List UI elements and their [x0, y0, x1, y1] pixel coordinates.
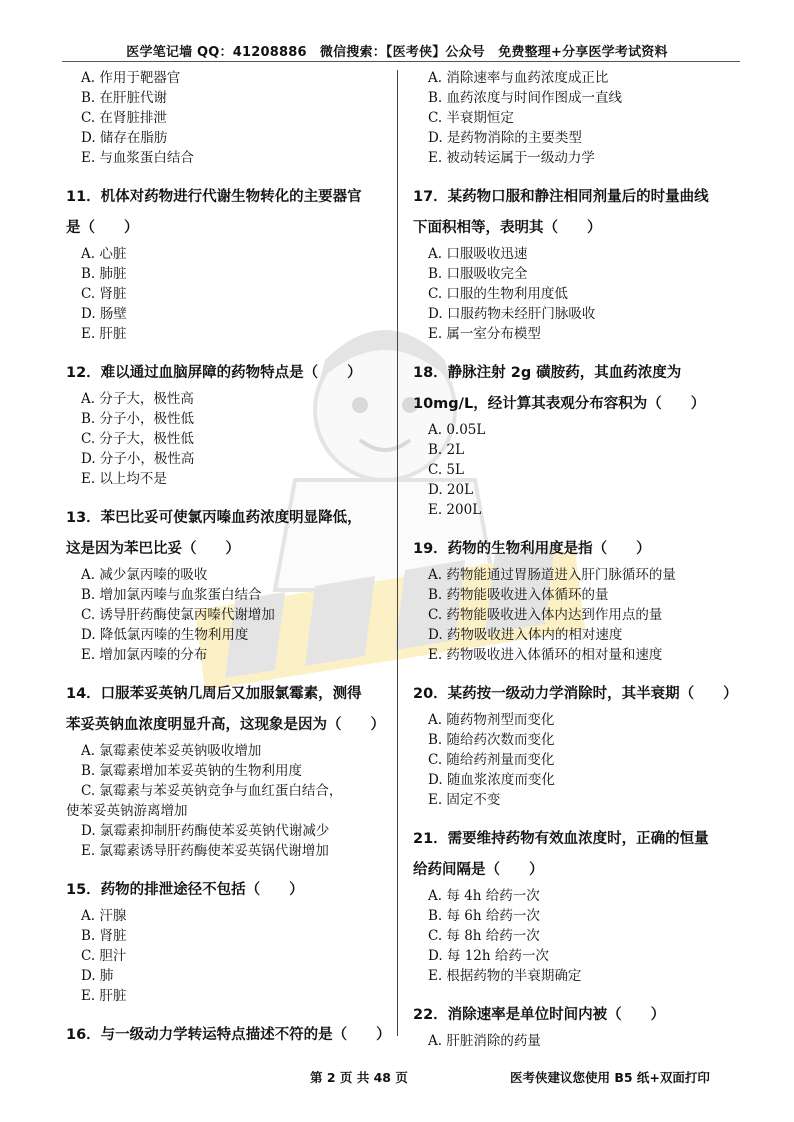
- continued-options: [413, 68, 740, 168]
- question-stem-line: 20．某药按一级动力学消除时，其半衰期（ ）: [413, 686, 738, 702]
- option: A. 心脏: [81, 246, 127, 262]
- question-stem: [413, 358, 740, 420]
- right-column: [413, 68, 740, 1051]
- question-stem-line: 21．需要维持药物有效血浓度时，正确的恒量: [413, 831, 709, 847]
- option: D. 每 12h 给药一次: [428, 948, 549, 964]
- option: D. 是药物消除的主要类型: [428, 130, 582, 146]
- question-18: [413, 358, 740, 520]
- option: A. 药物能通过胃肠道进入肝门脉循环的量: [428, 567, 676, 583]
- option: B. 氯霉素增加苯妥英钠的生物利用度: [81, 763, 303, 779]
- question-stem: [413, 182, 740, 244]
- column-divider: [397, 70, 398, 1036]
- option: E. 被动转运属于一级动力学: [428, 150, 595, 166]
- question-stem-line: 14．口服苯妥英钠几周后又加服氯霉素，测得: [66, 686, 362, 702]
- question-11: [66, 182, 391, 344]
- question-stem: [66, 1020, 391, 1051]
- option: D. 口服药物未经肝门脉吸收: [428, 306, 596, 322]
- option: C. 随给药剂量而变化: [428, 752, 555, 768]
- option: C. 5L: [428, 462, 464, 478]
- question-16: [66, 1020, 391, 1051]
- left-column: [66, 68, 391, 1051]
- option: D. 肺: [81, 968, 114, 984]
- option: B. 增加氯丙嗪与血浆蛋白结合: [81, 587, 262, 603]
- question-stem: [66, 875, 391, 906]
- option: D. 20L: [428, 482, 474, 498]
- option: D. 降低氯丙嗪的生物利用度: [81, 627, 249, 643]
- option: D. 随血浆浓度而变化: [428, 772, 555, 788]
- option: E. 增加氯丙嗪的分布: [81, 647, 208, 663]
- question-19: [413, 534, 740, 665]
- question-stem-line: 15．药物的排泄途径不包括（ ）: [66, 882, 304, 898]
- question-stem-line: 19．药物的生物利用度是指（ ）: [413, 541, 651, 557]
- page-number: 第 2 页 共 48 页: [310, 1070, 408, 1085]
- question-13: [66, 503, 391, 665]
- question-stem-line: 12．难以通过血脑屏障的药物特点是（ ）: [66, 365, 362, 381]
- continued-options: [66, 68, 391, 168]
- option: C. 胆汁: [81, 948, 127, 964]
- header-text: 医学笔记墙 QQ：41208886 微信搜索：【医考侠】公众号 免费整理+分享医学考试资料: [126, 45, 668, 60]
- option: B. 药物能吸收进入体循环的量: [428, 587, 609, 603]
- option: A. 0.05L: [428, 422, 486, 438]
- question-stem: [413, 679, 740, 710]
- question-22: [413, 1000, 740, 1051]
- question-stem-line: 10mg/L，经计算其表观分布容积为（ ）: [413, 396, 706, 412]
- question-17: [413, 182, 740, 344]
- question-stem-line: 22．消除速率是单位时间内被（ ）: [413, 1007, 666, 1023]
- option: C. 半衰期恒定: [428, 110, 514, 126]
- option: A. 汗腺: [81, 908, 127, 924]
- option: E. 属一室分布模型: [428, 326, 541, 342]
- option: B. 随给药次数而变化: [428, 732, 555, 748]
- question-stem: [413, 1000, 740, 1031]
- option: B. 肾脏: [81, 928, 127, 944]
- option: B. 2L: [428, 442, 465, 458]
- option: D. 肠壁: [81, 306, 127, 322]
- option: A. 作用于靶器官: [81, 70, 181, 86]
- option: D. 储存在脂肪: [81, 130, 168, 146]
- option: E. 200L: [428, 502, 482, 518]
- option: C. 分子大，极性低: [81, 431, 194, 447]
- question-stem-line: 苯妥英钠血浓度明显升高，这现象是因为（ ）: [66, 717, 385, 733]
- option: A. 肝脏消除的药量: [428, 1033, 541, 1049]
- question-14: [66, 679, 391, 861]
- option: A. 随药物剂型而变化: [428, 712, 555, 728]
- option: C. 口服的生物利用度低: [428, 286, 568, 302]
- option: A. 氯霉素使苯妥英钠吸收增加: [81, 743, 262, 759]
- question-stem: [66, 503, 391, 565]
- option: C. 肾脏: [81, 286, 127, 302]
- option: A. 每 4h 给药一次: [428, 888, 540, 904]
- question-stem-line: 11．机体对药物进行代谢生物转化的主要器官: [66, 189, 362, 205]
- question-stem-line: 是（ ）: [66, 220, 139, 236]
- print-advice: 医考侠建议您使用 B5 纸+双面打印: [510, 1070, 710, 1085]
- option: B. 口服吸收完全: [428, 266, 528, 282]
- option: B. 每 6h 给药一次: [428, 908, 540, 924]
- option: A. 口服吸收迅速: [428, 246, 528, 262]
- question-20: [413, 679, 740, 810]
- option: C. 在肾脏排泄: [81, 110, 167, 126]
- question-stem-line: 16．与一级动力学转运特点描述不符的是（ ）: [66, 1027, 391, 1043]
- option: E. 药物吸收进入体循环的相对量和速度: [428, 647, 663, 663]
- question-21: [413, 824, 740, 986]
- option-continuation: 使苯妥英钠游离增加: [66, 803, 188, 819]
- question-stem-line: 下面积相等，表明其（ ）: [413, 220, 602, 236]
- option: D. 分子小，极性高: [81, 451, 195, 467]
- header-rule: [62, 61, 740, 62]
- question-stem-line: 13．苯巴比妥可使氯丙嗪血药浓度明显降低，: [66, 510, 362, 526]
- option: C. 药物能吸收进入体内达到作用点的量: [428, 607, 663, 623]
- option: C. 诱导肝药酶使氯丙嗪代谢增加: [81, 607, 275, 623]
- option: B. 肺脏: [81, 266, 127, 282]
- option: D. 氯霉素抑制肝药酶使苯妥英钠代谢减少: [81, 823, 330, 839]
- option: E. 肝脏: [81, 988, 127, 1004]
- option: D. 药物吸收进入体内的相对速度: [428, 627, 623, 643]
- option: B. 血药浓度与时间作图成一直线: [428, 90, 623, 106]
- option: E. 与血浆蛋白结合: [81, 150, 194, 166]
- option: E. 肝脏: [81, 326, 127, 342]
- question-stem: [66, 679, 391, 741]
- question-15: [66, 875, 391, 1006]
- option: A. 分子大，极性高: [81, 391, 194, 407]
- question-stem-line: 给药间隔是（ ）: [413, 862, 544, 878]
- option: B. 分子小，极性低: [81, 411, 195, 427]
- option: C. 每 8h 给药一次: [428, 928, 540, 944]
- option: E. 氯霉素诱导肝药酶使苯妥英锅代谢增加: [81, 843, 329, 859]
- question-stem-line: 18．静脉注射 2g 磺胺药，其血药浓度为: [413, 365, 682, 381]
- option: E. 以上均不是: [81, 471, 167, 487]
- option: B. 在肝脏代谢: [81, 90, 168, 106]
- option: E. 固定不变: [428, 792, 501, 808]
- option: A. 减少氯丙嗪的吸收: [81, 567, 208, 583]
- option: E. 根据药物的半衰期确定: [428, 968, 582, 984]
- question-stem: [413, 824, 740, 886]
- option: C. 氯霉素与苯妥英钠竞争与血红蛋白结合，: [81, 783, 343, 799]
- page-footer: [0, 1068, 794, 1092]
- question-stem: [413, 534, 740, 565]
- option: A. 消除速率与血药浓度成正比: [428, 70, 609, 86]
- question-stem: [66, 182, 391, 244]
- question-stem-line: 这是因为苯巴比妥（ ）: [66, 541, 240, 557]
- question-stem: [66, 358, 391, 389]
- page-header: [0, 0, 794, 62]
- question-stem-line: 17．某药物口服和静注相同剂量后的时量曲线: [413, 189, 709, 205]
- question-12: [66, 358, 391, 489]
